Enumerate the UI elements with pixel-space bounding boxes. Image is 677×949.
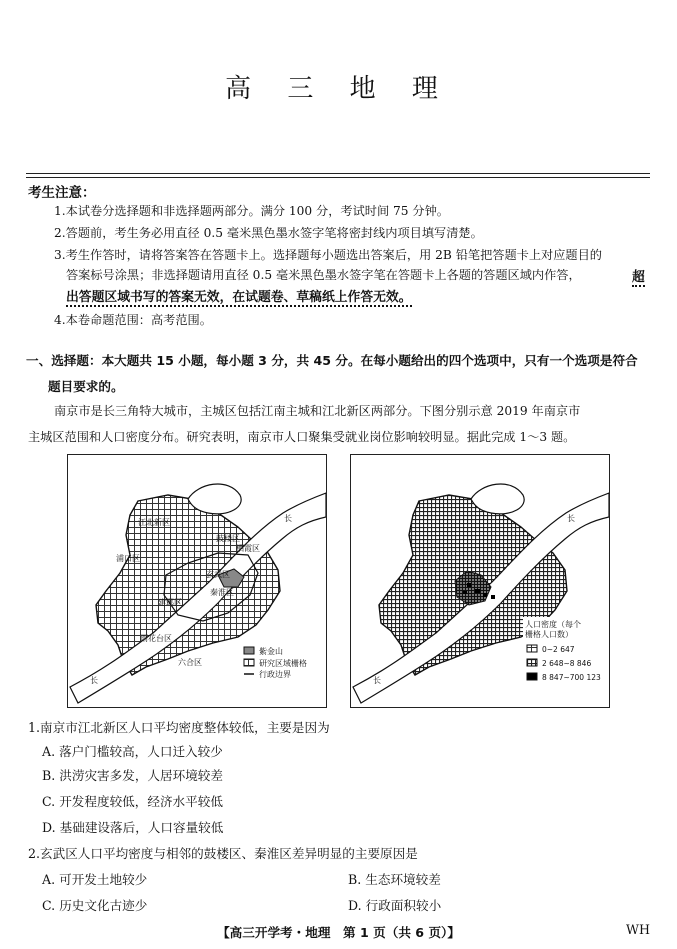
density-hotspot (467, 583, 471, 587)
legend-swatch-high (527, 673, 537, 680)
section-heading-line-1: 一、选择题：本大题共 15 小题，每小题 3 分，共 45 分。在每小题给出的四个选项中，只有一个选项是符合 (26, 353, 638, 368)
notice-heading: 考生注意： (28, 185, 96, 201)
density-hotspot (491, 595, 495, 599)
label-qixia: 栖霞区 (236, 544, 260, 553)
notice-item-4: 4.本卷命题范围：高考范围。 (54, 313, 212, 327)
legend-swatch-zijinshan (244, 647, 254, 654)
label-xuanwu: 玄武区 (206, 570, 230, 579)
river-label-left: 长 (373, 676, 381, 685)
label-pukou: 浦口区 (116, 554, 140, 563)
label-gulou: 鼓楼区 (216, 534, 240, 543)
notice-item-3-emphasis (66, 286, 412, 305)
section-heading (26, 348, 656, 400)
density-hotspot (475, 589, 480, 593)
question-2-option-d: D. 行政面积较小 (348, 898, 442, 913)
label-yuhuatai: 雨花台区 (140, 634, 172, 643)
legend-zijinshan: 紫金山 (259, 647, 283, 656)
legend-grid: 研究区域栅格 (259, 659, 307, 668)
question-1-option-a: A. 落户门槛较高，人口迁入较少 (42, 744, 223, 759)
river-label-left: 长 (90, 676, 98, 685)
passage-line-2: 主城区范围和人口密度分布。研究表明，南京市人口聚集受就业岗位影响较明显。据此完成 1～3 题。 (28, 430, 576, 444)
question-2-option-a: A. 可开发土地较少 (42, 872, 148, 887)
map-population-density (350, 454, 610, 708)
notice-item-3-cont: 答案标号涂黑；非选择题请用直径 0.5 毫米黑色墨水签字笔在答题卡上各题的答题区域内作答， (66, 268, 581, 282)
density-hotspot (483, 593, 487, 597)
question-1-option-d: D. 基础建设落后，人口容量较低 (42, 820, 224, 835)
emphasis-text-cont: 出答题区域书写的答案无效，在试题卷、草稿纸上作答无效。 (66, 290, 412, 305)
emphasis-text: 超 (632, 270, 645, 285)
legend-mid: 2 648~8 846 (542, 659, 592, 668)
section-heading-line-2: 题目要求的。 (48, 379, 124, 394)
label-jianye: 建邺区 (158, 598, 182, 607)
legend-swatch-grid (244, 659, 254, 666)
question-2-option-b: B. 生态环境较差 (348, 872, 441, 887)
question-1-option-c: C. 开发程度较低，经济水平较低 (42, 794, 223, 809)
page-footer: 【高三开学考・地理 第 1 页（共 6 页）】 (217, 925, 460, 940)
label-luhe: 六合区 (178, 658, 202, 667)
passage-line-1: 南京市是长三角特大城市，主城区包括江南主城和江北新区两部分。下图分别示意 2019 年南京市 (54, 404, 581, 418)
legend-boundary: 行政边界 (259, 670, 291, 679)
question-1-stem: 1.南京市江北新区人口平均密度整体较低，主要是因为 (28, 720, 330, 735)
legend-swatch-low (527, 645, 537, 652)
notice-item-1: 1.本试卷分选择题和非选择题两部分。满分 100 分，考试时间 75 分钟。 (54, 204, 449, 218)
legend-title-1: 人口密度（每个 (525, 620, 581, 629)
notice-item-3: 3.考生作答时，请将答案答在答题卡上。选择题每小题选出答案后，用 2B 铅笔把答题卡上对应题目的 (54, 248, 602, 262)
notice-item-3-emphasis-start (632, 266, 645, 285)
legend-high: 8 847~700 123 (542, 673, 601, 682)
footer-code: WH (626, 922, 650, 937)
legend-low: 0~2 647 (542, 645, 575, 654)
river-label-right: 长 (284, 514, 292, 523)
label-jiangbei: 江北新区 (138, 518, 170, 527)
notice-item-2: 2.答题前，考生务必用直径 0.5 毫米黑色墨水签字笔将密封线内项目填写清楚。 (54, 226, 483, 240)
header-divider-double (26, 177, 650, 178)
question-2-stem: 2.玄武区人口平均密度与相邻的鼓楼区、秦淮区差异明显的主要原因是 (28, 846, 418, 861)
question-1-option-b: B. 洪涝灾害多发，人居环境较差 (42, 768, 223, 783)
legend-swatch-mid (527, 659, 537, 666)
density-hotspot (463, 591, 467, 594)
legend-title-2: 栅格人口数） (525, 630, 573, 639)
river-label-right: 长 (567, 514, 575, 523)
map-study-area (67, 454, 327, 708)
header-divider (26, 173, 650, 174)
label-qinhuai: 秦淮区 (210, 588, 234, 597)
page-title: 高 三 地 理 (225, 74, 452, 104)
question-2-option-c: C. 历史文化古迹少 (42, 898, 148, 913)
